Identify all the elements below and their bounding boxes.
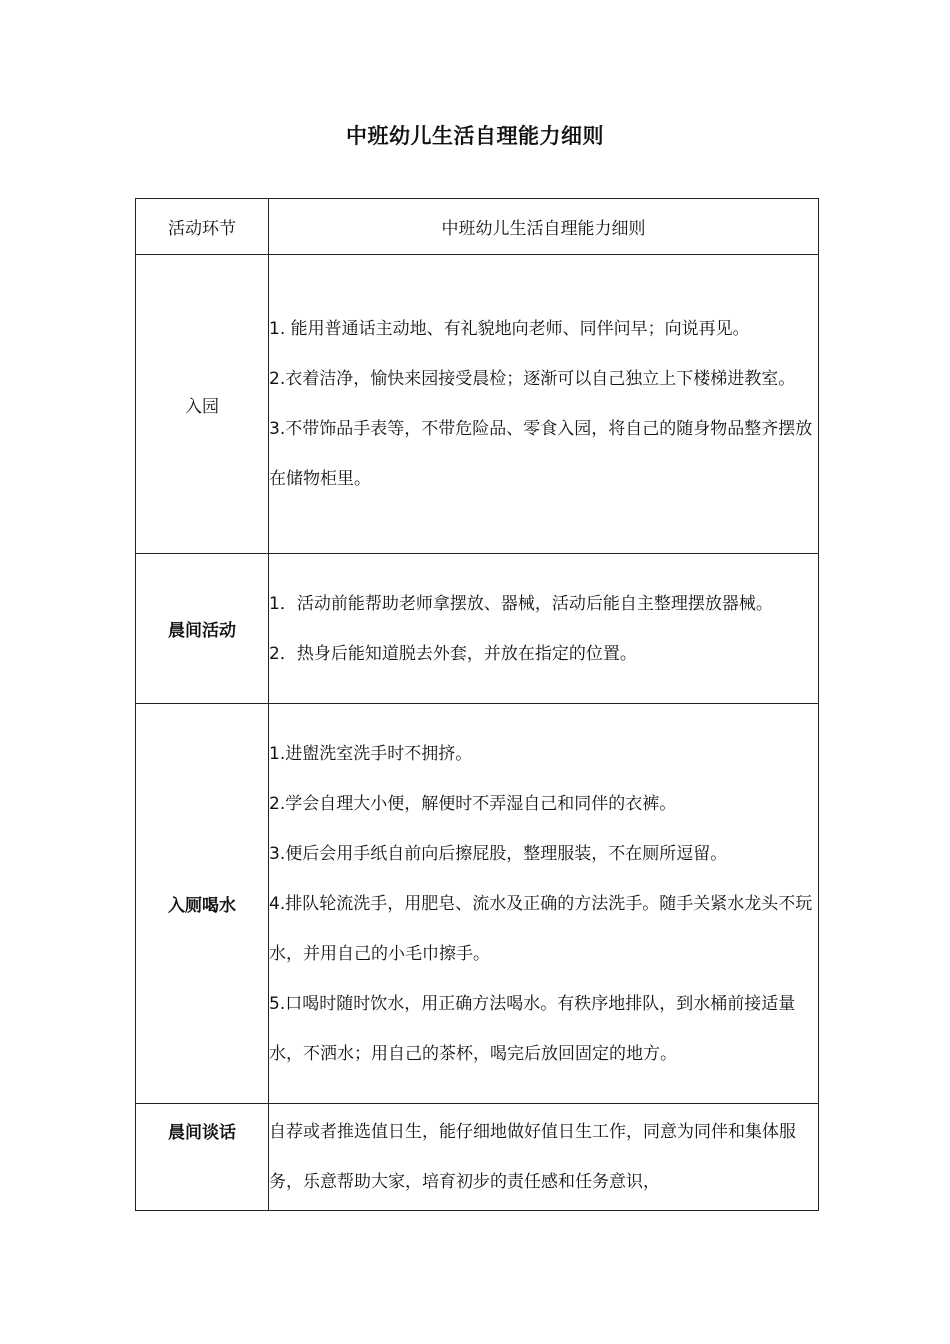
table-row	[136, 704, 819, 1104]
detail-item: 4.排队轮流洗手，用肥皂、流水及正确的方法洗手。随手关紧水龙头不玩水，并用自己的小毛巾擦手。	[269, 893, 813, 964]
detail-cell-morning-talk	[269, 1104, 819, 1211]
stage-cell-morning-activity: 晨间活动	[136, 554, 269, 704]
detail-item: 2.衣着洁净，愉快来园接受晨检；逐渐可以自己独立上下楼梯进教室。	[269, 369, 796, 389]
stage-cell-arrival: 入园	[136, 255, 269, 554]
stage-cell-toilet-drink: 入厕喝水	[136, 704, 269, 1104]
header-stage: 活动环节	[136, 199, 269, 255]
table-header-row	[136, 199, 819, 255]
detail-cell-toilet-drink	[269, 704, 819, 1104]
table-row	[136, 554, 819, 704]
detail-cell-morning-activity	[269, 554, 819, 704]
detail-item: 5.口喝时随时饮水，用正确方法喝水。有秩序地排队，到水桶前接适量水，不洒水；用自己的茶杯，喝完后放回固定的地方。	[269, 993, 796, 1064]
detail-item: 1. 能用普通话主动地、有礼貌地向老师、同伴问早；向说再见。	[269, 319, 750, 339]
rules-table	[135, 198, 819, 1211]
table-row	[136, 255, 819, 554]
detail-item: 1.进盥洗室洗手时不拥挤。	[269, 743, 473, 764]
detail-item: 1．活动前能帮助老师拿摆放、器械，活动后能自主整理摆放器械。	[269, 593, 773, 614]
table-row	[136, 1104, 819, 1211]
detail-item: 自荐或者推选值日生，能仔细地做好值日生工作，同意为同伴和集体服务，乐意帮助大家，培育初步的责任感和任务意识，	[269, 1122, 796, 1192]
detail-cell-arrival	[269, 255, 819, 554]
detail-item: 3.不带饰品手表等，不带危险品、零食入园，将自己的随身物品整齐摆放在储物柜里。	[269, 419, 813, 489]
detail-item: 3.便后会用手纸自前向后擦屁股，整理服装，不在厕所逗留。	[269, 843, 728, 864]
header-detail: 中班幼儿生活自理能力细则	[269, 199, 819, 255]
stage-cell-morning-talk: 晨间谈话	[136, 1104, 269, 1211]
document-title: 中班幼儿生活自理能力细则	[346, 124, 604, 148]
detail-item: 2.学会自理大小便，解便时不弄湿自己和同伴的衣裤。	[269, 793, 677, 814]
detail-item: 2．热身后能知道脱去外套，并放在指定的位置。	[269, 643, 637, 664]
